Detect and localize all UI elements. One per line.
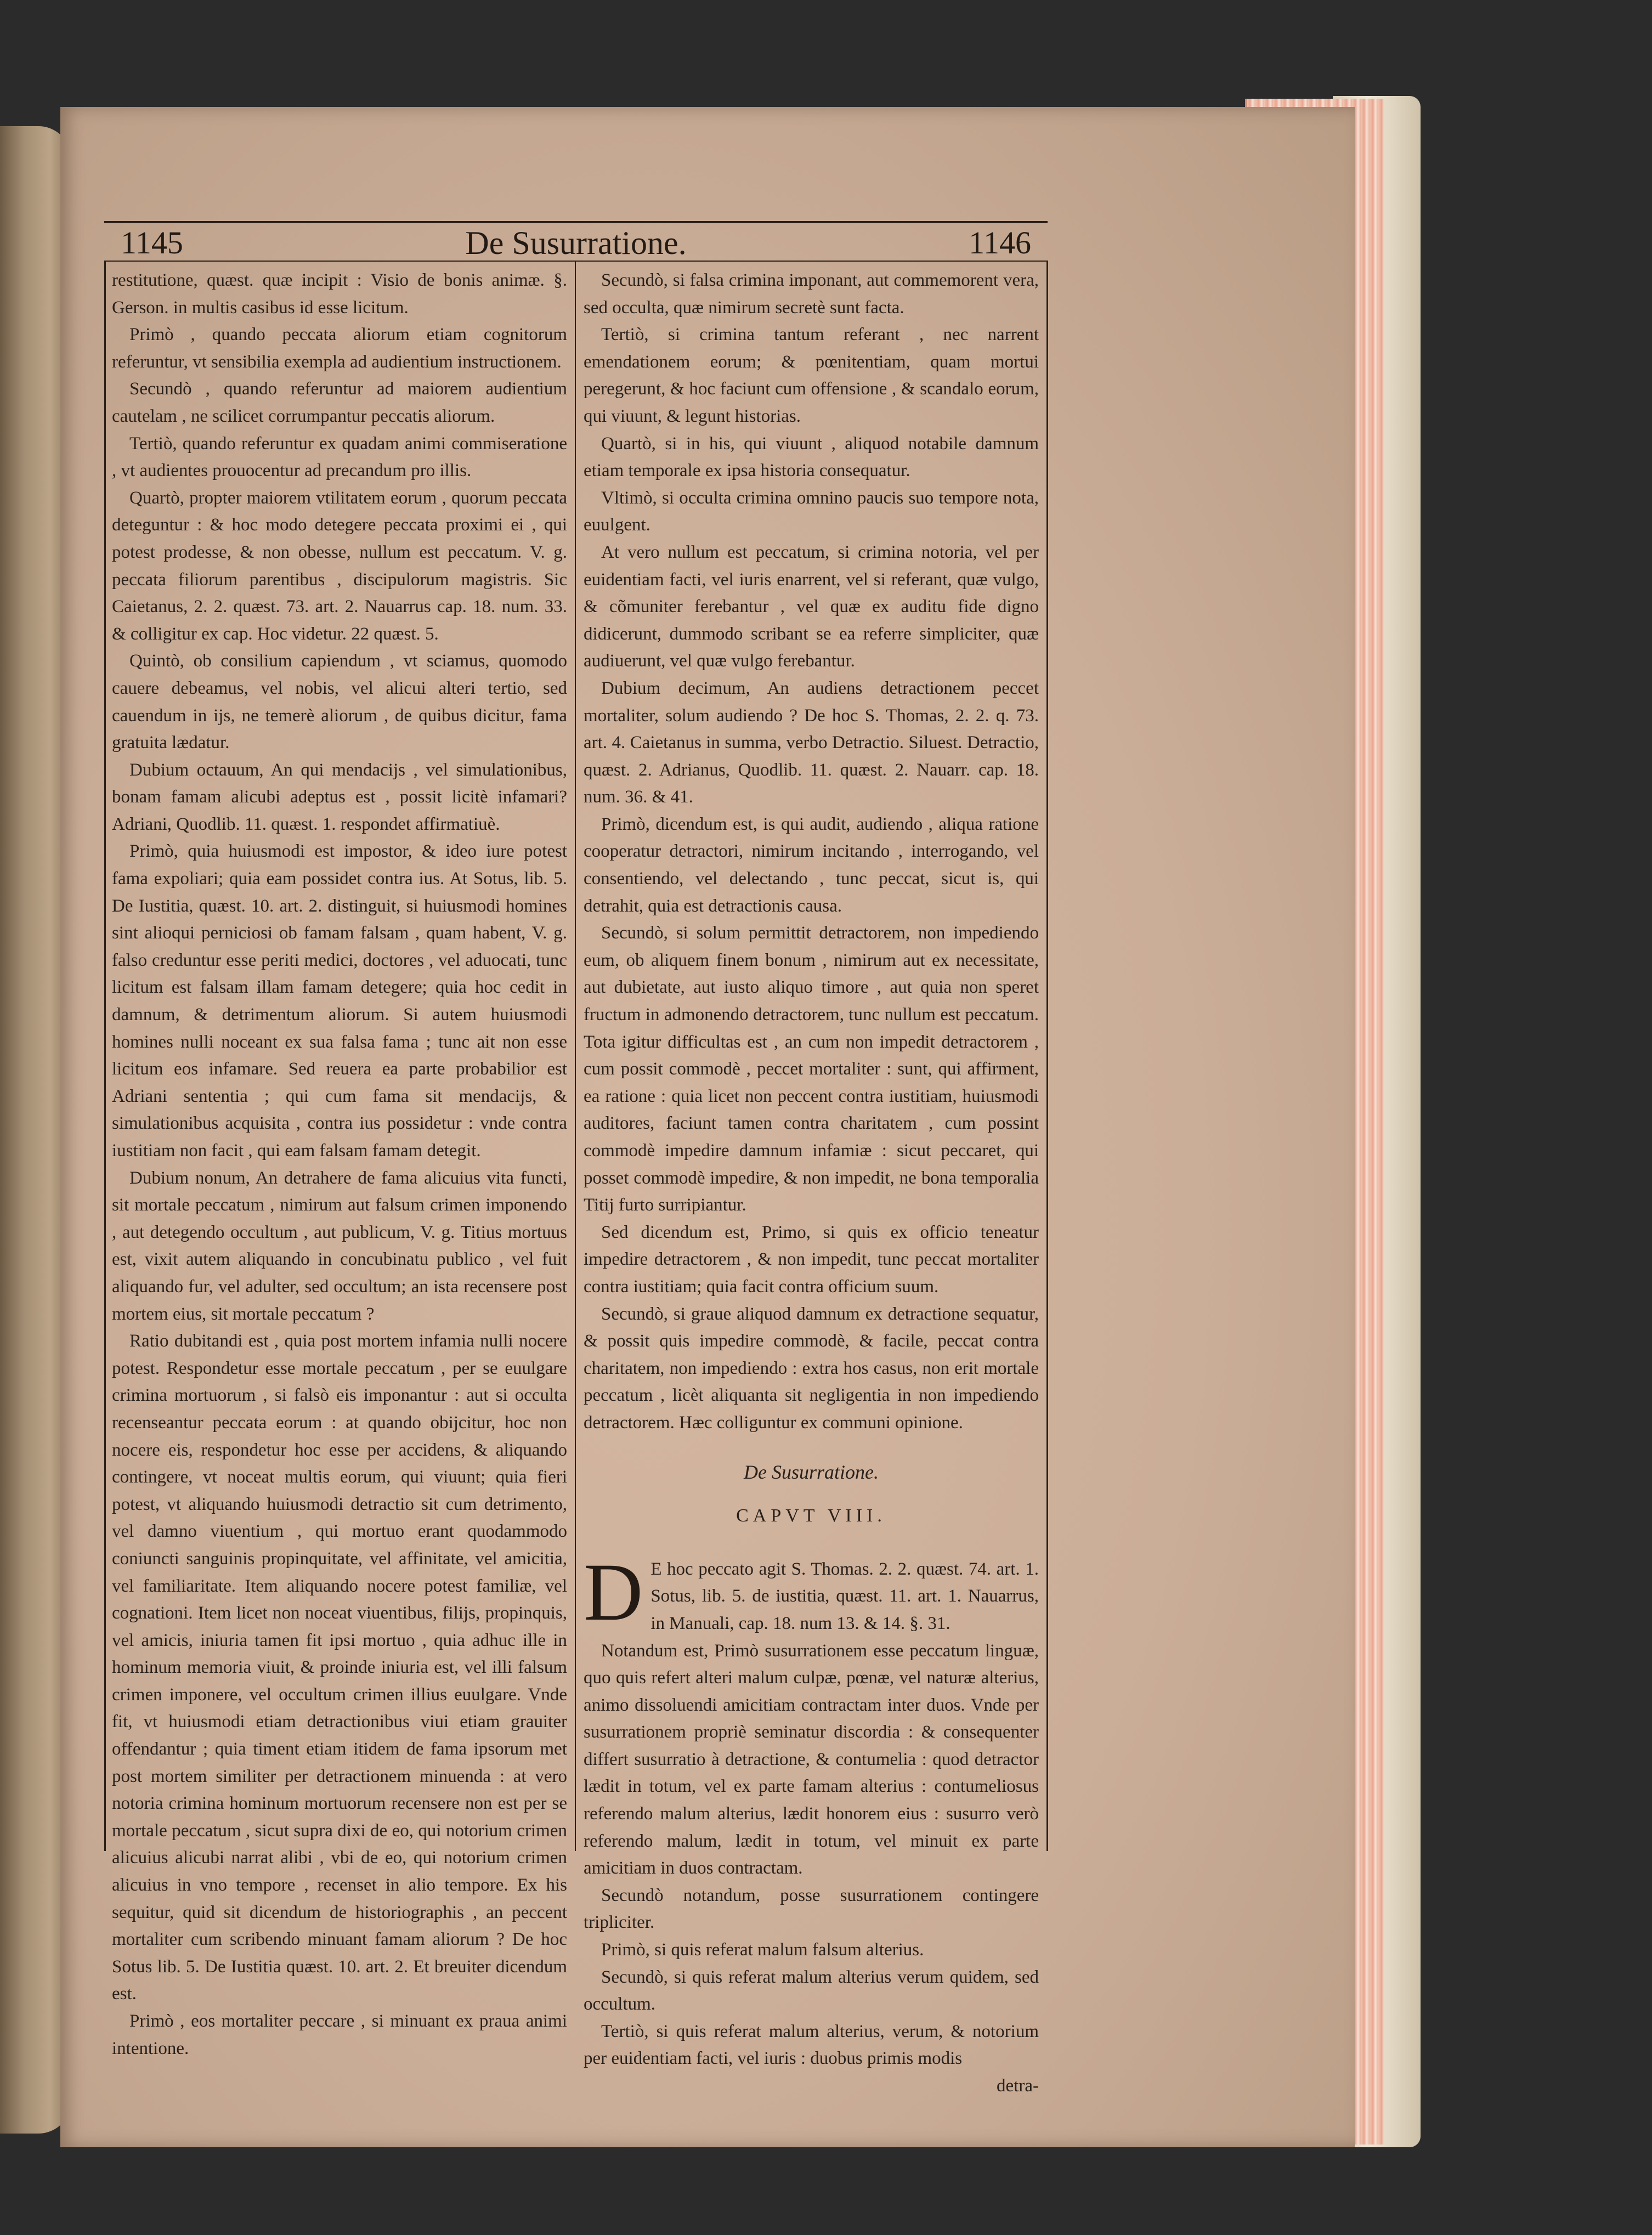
paragraph: Tertiò, quando referuntur ex quadam animi commiseratione , vt audientes prouocentur ad precandum pro illis. [112,433,567,481]
paragraph: Tertiò, si quis referat malum alterius, verum, & notorium per euidentiam facti, vel iuris : duobus primis modis [584,2021,1039,2069]
paragraph: Ratio dubitandi est , quia post mortem infamia nulli nocere potest. Respondetur esse mortale peccatum , per se euulgare crimina mortuorum , si falsò eis imponantur : aut si occulta recenseantur peccata eorum : at quando obijcitur, hoc non nocere eis, respondetur hoc esse per accidens, & aliquando contingere, vt noceat multis eorum, qui viuunt; quia fieri potest, vt aliquando huiusmodi detractio sit cum detrimento, vel damno viuentium , qui mortuo erant quodammodo coniuncti sanguinis propinquitate, vel affinitate, vel amicitia, vel familiaritate. Item aliquando nocere potest familiæ, vel cognationi. Item licet non noceat viuentibus, filijs, propinquis, vel amicis, iniuria tamen fit ipsi mortuo , quia adhuc ille in hominum memoria viuit, & proinde iniuria est, vel illi falsum crimen imponere, vel occultum crimen illius euulgare. Vnde fit, vt huiusmodi etiam detractionibus viui etiam grauiter offendantur ; quia timent etiam itidem de fama ipsorum met post mortem similiter per detractionem minuenda : at vero notoria crimina hominum mortuorum recensere non est per se mortale peccatum , sicut supra dixi de eo, qui notorium crimen alicuius alicubi narrat alibi , vbi de eo, qui notorium crimen alicuius in vno tempore , recenset in alio tempore. Ex his sequitur, quid sit dicendum de historiographis , an peccent mortaliter cum scribendo minuant famam aliorum ? De hoc Sotus lib. 5. De Iustitia quæst. 10. art. 2. Et breuiter dicendum est. [112,1331,567,2004]
right-column [584,267,1039,2096]
catchword: detra- [997,2076,1039,2096]
chapter-heading: CAPVT VIII. [736,1506,886,1526]
paragraph: Quintò, ob consilium capiendum , vt sciamus, quomodo cauere debeamus, vel nobis, vel alicui alteri tertio, sed cauendum in ijs, ne temerè aliorum , de quibus dicitur, fama gratuita lædatur. [112,651,567,753]
text-block [104,217,1048,2096]
paragraph: restitutione, quæst. quæ incipit : Visio de bonis animæ. §. Gerson. in multis casibus id esse licitum. [112,270,567,318]
column-divider [575,261,576,1851]
page-number-left: 1145 [121,225,183,261]
paragraph: Quartò, propter maiorem vtilitatem eorum , quorum peccata deteguntur : & hoc modo detegere peccata proximi ei , qui potest prodesse, & non obesse, nullum est peccatum. V. g. peccata filiorum parentibus , discipulorum magistris. Sic Caietanus, 2. 2. quæst. 73. art. 2. Nauarrus cap. 18. num. 33. & colligitur ex cap. Hoc videtur. 22 quæst. 5. [112,488,567,644]
section-heading: De Susurratione. [744,1461,879,1483]
paragraph: Secundò, si quis referat malum alterius verum quidem, sed occultum. [584,1967,1039,2015]
frame-rule-left [104,261,106,1851]
paragraph: Primò , quando peccata aliorum etiam cognitorum referuntur, vt sensibilia exempla ad audientium instructionem. [112,325,567,372]
frame-rule-right [1046,261,1048,1851]
paragraph: Secundò, si solum permittit detractorem, non impediendo eum, ob aliquem finem bonum , nimirum aut ex necessitate, aut dubietate, aut iusto aliquo timore , aut quia non speret fructum in admonendo detractorem, tunc nullum est peccatum. Tota igitur difficultas est , an cum non impedit detractorem , cum possit commodè , peccet mortaliter : sunt, qui affirment, ea ratione : quia licet non peccent contra iustitiam, huiusmodi auditores, faciunt tamen contra charitatem , cum possint commodè impedire damnum infamiæ : sicut peccaret, qui posset commodè impedire, & non impedit, ne bona temporalia Titij furto surripiantur. [584,923,1039,1215]
paragraph: Tertiò, si crimina tantum referant , nec narrent emendationem eorum; & pœnitentiam, quam mortui peregerunt, & hoc faciunt cum offensione , & scandalo eorum, qui viuunt, & legunt historias. [584,325,1039,426]
paragraph: Notandum est, Primò susurrationem esse peccatum linguæ, quo quis refert alteri malum culpæ, pœnæ, vel naturæ alterius, animo dissoluendi amicitiam contractam inter duos. Vnde per susurrationem propriè seminatur discordia : & consequenter differt susurratio à detractione, & contumelia : quod detractor lædit in totum, vel ex parte famam alterius : contumeliosus referendo malum alterius, lædit honorem eius : susurro verò referendo malum, lædit in totum, vel minuit ex parte amicitiam in duos contractam. [584,1640,1039,1878]
paragraph: Quartò, si in his, qui viuunt , aliquod notabile damnum etiam temporale ex ipsa historia consequatur. [584,433,1039,481]
paragraph: Dubium nonum, An detrahere de fama alicuius vita functi, sit mortale peccatum , nimirum aut falsum crimen imponendo , aut detegendo occultum , aut publicum, V. g. Titius mortuus est, vixit autem aliquando in concubinatu publico , vel fuit aliquando fur, vel adulter, sed occultum; an ista recensere post mortem eius, sit mortale peccatum ? [112,1168,567,1324]
left-column [112,267,567,2058]
paragraph: Secundò , quando referuntur ad maiorem audientium cautelam , ne scilicet corrumpantur peccatis aliorum. [112,379,567,426]
chapter-first-paragraph [584,1546,1039,1638]
paragraph: Primò , eos mortaliter peccare , si minuant ex praua animi intentione. [112,2011,567,2058]
paragraph: Secundò, si graue aliquod damnum ex detractione sequatur, & possit quis impedire commodè, & facile, peccat contra charitatem, non impediendo : extra hos casus, non erit mortale peccatum , licèt aliquanta sit negligentia in non impediendo detractorem. Hæc colliguntur ex communi opinione. [584,1304,1039,1433]
paragraph: Vltimò, si occulta crimina omnino paucis suo tempore nota, euulgent. [584,488,1039,535]
paragraph: Primò, dicendum est, is qui audit, audiendo , aliqua ratione cooperatur detractori, nimirum incitando , interrogando, vel consentiendo, vel delectando , tunc peccat, sicut is, qui detrahit, quia est detractionis causa. [584,814,1039,916]
paragraph: Primò, quia huiusmodi est impostor, & ideo iure potest fama expoliari; quia eam possidet contra ius. At Sotus, lib. 5. De Iustitia, quæst. 10. art. 2. distinguit, si huiusmodi homines sint alioqui perniciosi ob famam falsam , quam habent, V. g. falso creduntur esse periti medici, doctores , vel aduocati, tunc licitum est falsam illam famam detegere; quia hoc cedit in damnum, & detrimentum aliorum. Si autem huiusmodi homines nulli noceant ex sua falsa fama ; tunc ait non esse licitum eos infamare. Sed reuera ea parte probabilior est Adriani sententia ; qui cum fama sit mendacijs, & simulationibus acquisita , contra ius possidetur : vnde contra iustitiam non facit , qui eam falsam famam detegit. [112,841,567,1161]
paragraph: Dubium octauum, An qui mendacijs , vel simulationibus, bonam famam alicubi adeptus est , possit licitè infamari? Adriani, Quodlib. 11. quæst. 1. respondet affirmatiuè. [112,760,567,834]
paragraph: Primò, si quis referat malum falsum alterius. [601,1940,924,1960]
header-rule [104,221,1048,223]
header-rule-lower [104,261,1048,262]
paragraph: Dubium decimum, An audiens detractionem peccet mortaliter, solum audiendo ? De hoc S. Thomas, 2. 2. q. 73. art. 4. Caietanus in summa, verbo Detractio. Siluest. Detractio, quæst. 2. Adrianus, Quodlib. 11. quæst. 2. Nauarr. cap. 18. num. 36. & 41. [584,678,1039,807]
running-title: De Susurratione. [465,225,687,261]
paragraph: Secundò, si falsa crimina imponant, aut commemorent vera, sed occulta, quæ nimirum secretè sunt facta. [584,270,1039,318]
paragraph: Secundò notandum, posse susurrationem contingere tripliciter. [584,1885,1039,1933]
first-paragraph-text: E hoc peccato agit S. Thomas. 2. 2. quæst. 74. art. 1. Sotus, lib. 5. de iustitia, quæst. 11. art. 1. Nauarrus, in Manuali, cap. 18. num 13. & 14. §. 31. [650,1559,1039,1633]
paragraph: At vero nullum est peccatum, si crimina notoria, vel per euidentiam facti, vel iuris enarrent, vel si referant, quæ vulgo, & cõmuniter ferebantur , vel quæ ex auditu fide digno didicerunt, dummodo scribant se ea referre simpliciter, quæ audiuerunt, vel quæ vulgo ferebantur. [584,542,1039,671]
page-number-right: 1146 [969,225,1031,261]
paragraph: Sed dicendum est, Primo, si quis ex officio teneatur impedire detractorem , & non impedit, tunc peccat mortaliter contra iustitiam; quia facit contra officium suum. [584,1222,1039,1297]
drop-capital: D [584,1546,643,1638]
